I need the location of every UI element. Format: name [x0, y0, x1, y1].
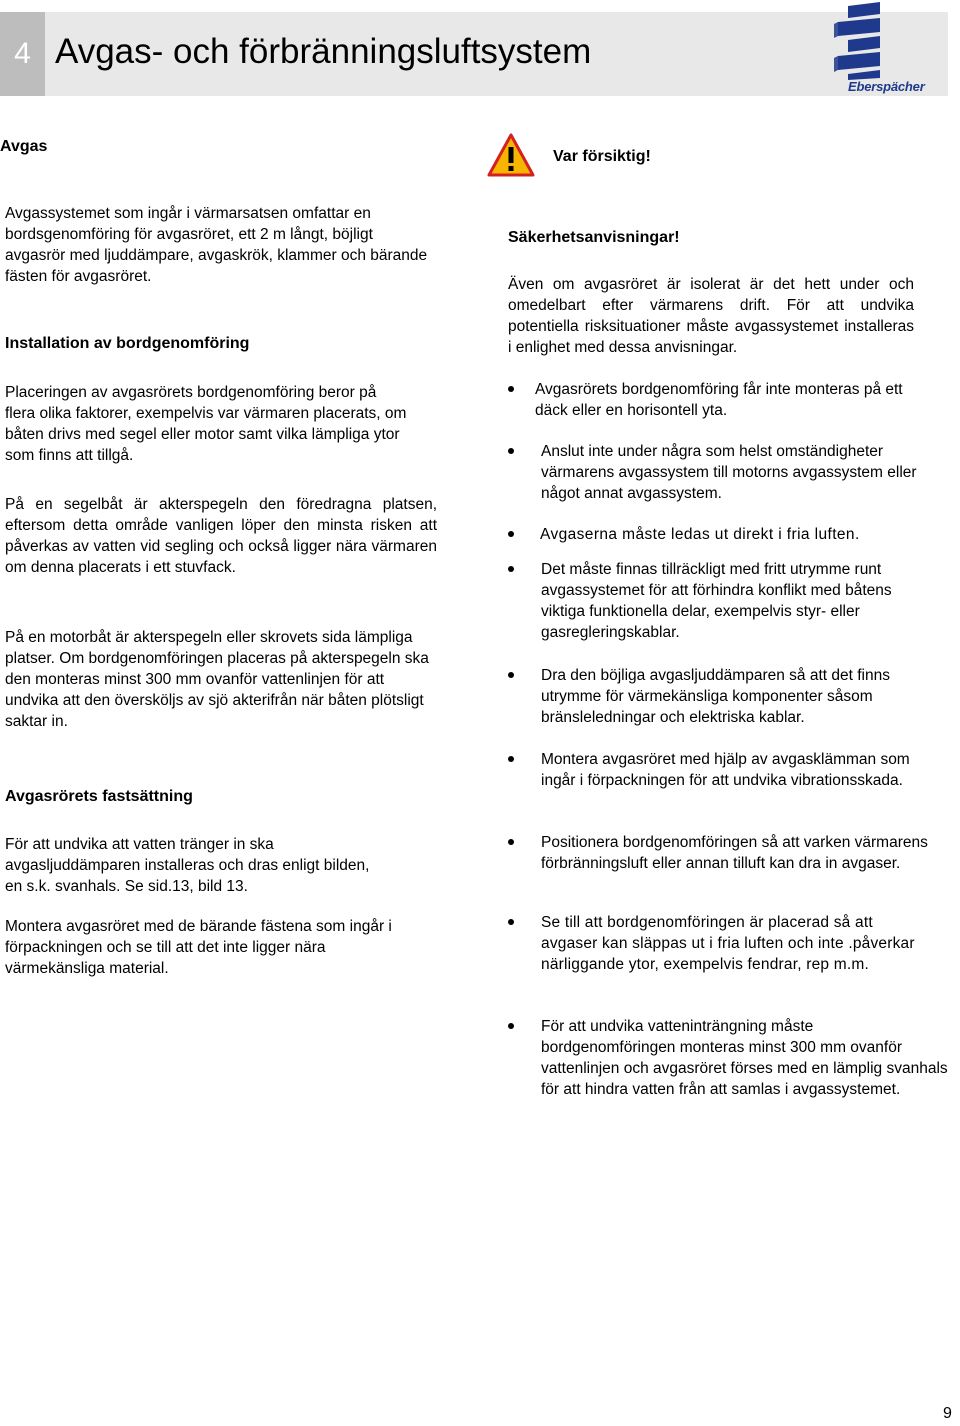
bullet-dot [508, 839, 514, 845]
bullet-dot [508, 566, 514, 572]
bullet-dot [508, 756, 514, 762]
paragraph-placement: Placeringen av avgasrörets bordgenomföring beror på flera olika faktorer, exempelvis var värmaren placerats, om båten drivs med segel eller motor samt vilka lämpliga ytor som finns att tillgå. [5, 384, 407, 464]
paragraph-mounting: Montera avgasröret med de bärande fästena som ingår i förpackningen och se till att det inte ligger nära värmekänsliga material. [5, 918, 392, 977]
heading-avgas: Avgas [0, 138, 48, 155]
safety-intro: Även om avgasröret är isolerat är det hett under och omedelbart efter värmarens drift. För att undvika potentiella risksituationer måste avgassystemet installeras i enlighet med dessa anvisningar. [508, 276, 914, 356]
page-number: 9 [943, 1405, 952, 1422]
heading-safety: Säkerhetsanvisningar! [508, 229, 680, 246]
bullet-dot [508, 531, 514, 537]
paragraph-motorboat: På en motorbåt är akterspegeln eller skrovets sida lämpliga platser. Om bordgenomföringen placeras på akterspegeln ska den monteras minst 300 mm ovanför vattenlinjen för att undvika att den översköljs av sjö akterifrån när båten plötsligt saktar in. [5, 629, 429, 730]
bullet-dot [508, 672, 514, 678]
heading-installation: Installation av bordgenomföring [5, 335, 250, 352]
heading-fastsattning: Avgasrörets fastsättning [5, 788, 193, 805]
paragraph-water: För att undvika att vatten tränger in ska avgasljuddämparen installeras och dras enligt bilden, en s.k. svanhals. Se sid.13, bild 13. [5, 836, 370, 895]
bullet-dot [508, 386, 514, 392]
bullet-dot [508, 919, 514, 925]
bullet-dot [508, 448, 514, 454]
chapter-title: Avgas- och förbränningsluftsystem [55, 32, 592, 71]
paragraph-sailboat: På en segelbåt är akterspegeln den föredragna platsen, eftersom detta område vanligen löper den minsta risken att påverkas av vatten vid segling och också ligger nära värmaren om denna placerats i ett stuvfack. [5, 496, 437, 576]
warning-icon [487, 133, 535, 177]
bullet-dot [508, 1023, 514, 1029]
chapter-number: 4 [0, 12, 45, 96]
logo-text: Eberspächer [848, 79, 925, 94]
intro-paragraph: Avgassystemet som ingår i värmarsatsen omfattar en bordsgenomföring för avgasröret, ett 2 m långt, böjligt avgasrör med ljuddämpare, avgaskrök, klammer och bärande fästen för avgasröret. [5, 205, 428, 285]
warning-label: Var försiktig! [553, 148, 651, 165]
